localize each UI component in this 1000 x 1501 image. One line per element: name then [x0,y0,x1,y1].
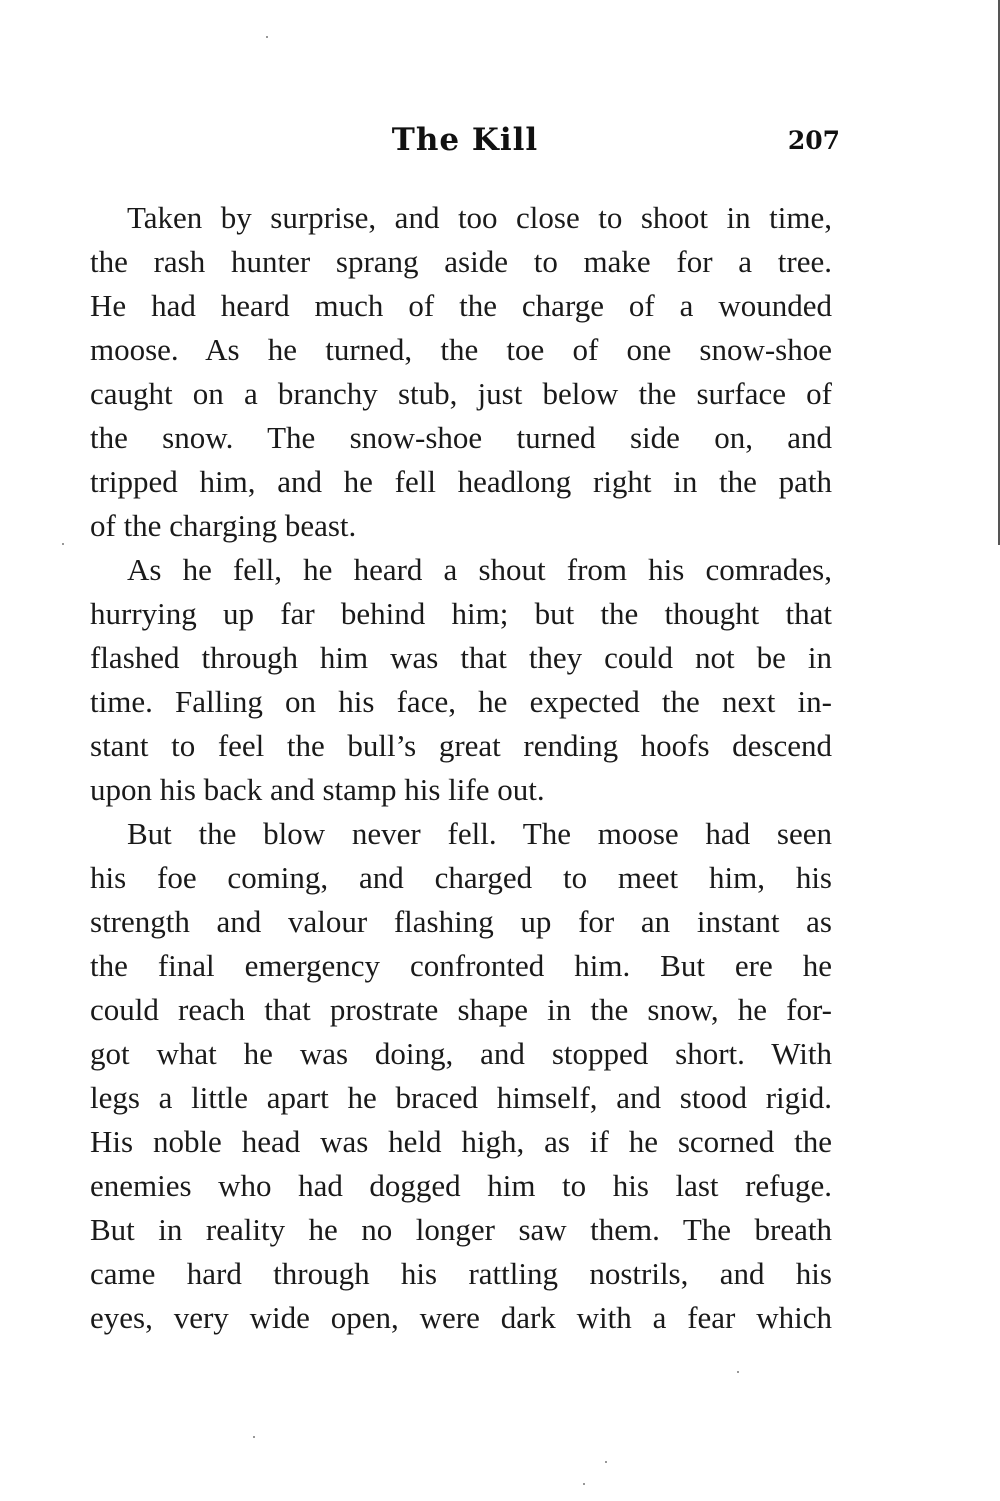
text-line: But the blow never fell. The moose had seen [127,816,832,851]
text-line: came hard through his rattling nostrils, and his [90,1256,832,1291]
scan-speck [266,36,268,38]
text-line: enemies who had dogged him to his last refuge. [90,1168,832,1203]
text-line: As he fell, he heard a shout from his comrades, [127,552,832,587]
text-line: flashed through him was that they could not be in [90,640,832,675]
text-line: His noble head was held high, as if he scorned the [90,1124,832,1159]
text-line: hurrying up far behind him; but the thought that [90,596,832,631]
running-head [90,122,840,172]
text-line: upon his back and stamp his life out. [90,772,545,807]
text-line: Taken by surprise, and too close to shoot in time, [127,200,832,235]
text-line: eyes, very wide open, were dark with a fear which [90,1300,832,1335]
text-line: his foe coming, and charged to meet him, his [90,860,832,895]
paragraph-2 [90,550,832,814]
chapter-title: The Kill [391,122,539,158]
text-line: stant to feel the bull’s great rending hoofs descend [90,728,832,763]
scan-speck [605,1461,607,1463]
scan-speck [583,1483,585,1485]
text-line: got what he was doing, and stopped short. With [90,1036,832,1071]
text-line: could reach that prostrate shape in the snow, he for- [90,992,832,1027]
scan-speck [253,1436,255,1438]
text-line: strength and valour flashing up for an instant as [90,904,832,939]
text-line: time. Falling on his face, he expected the next in- [90,684,832,719]
text-line: legs a little apart he braced himself, and stood rigid. [90,1080,832,1115]
paragraph-3 [90,814,832,1342]
text-line: the final emergency confronted him. But ere he [90,948,832,983]
text-line: He had heard much of the charge of a wounded [90,288,832,323]
scan-speck [737,1371,739,1373]
body-text [90,198,832,1342]
text-line: the snow. The snow-shoe turned side on, and [90,420,832,455]
text-line: caught on a branchy stub, just below the surface of [90,376,832,411]
paragraph-1 [90,198,832,550]
text-line: But in reality he no longer saw them. The breath [90,1212,832,1247]
text-line: moose. As he turned, the toe of one snow-shoe [90,332,832,367]
text-line: of the charging beast. [90,508,357,543]
scan-speck [62,543,64,545]
text-line: tripped him, and he fell headlong right in the path [90,464,832,499]
text-line: the rash hunter sprang aside to make for a tree. [90,244,832,279]
page-number: 207 [787,126,840,155]
